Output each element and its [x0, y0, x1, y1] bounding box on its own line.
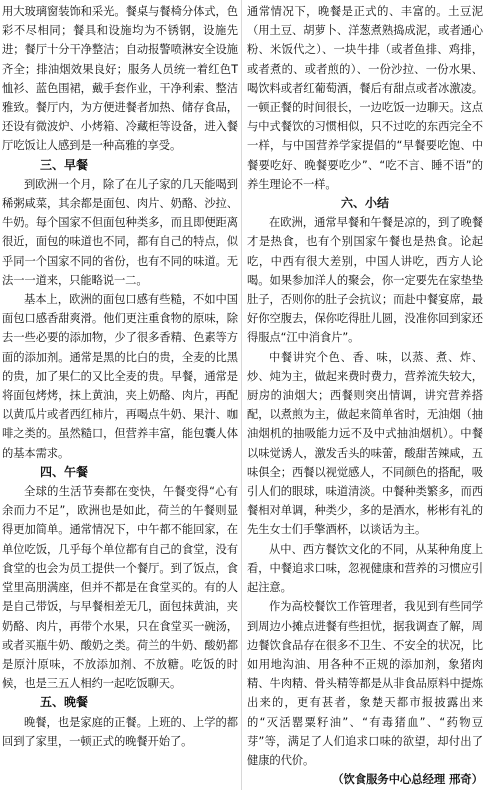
paragraph: 基本上，欧洲的面包口感有些糙，不如中国面包口感香甜爽滑。他们更注重食物的原味，除去一些必要的添加物，少了很多香精、色素等方面的添加剂。通常是黑的比白的贵，全麦的比黑的贵，加了果仁的又比全麦的贵。早餐，通常是将面包烤烤，抹上黄油，夹上奶酪、肉片，再配以黄瓜片或者西红柿片，再喝点牛奶、果汁、咖啡之类的。虽然糙口，但营养丰富，能包囊人体的基本需求。: [2, 293, 238, 460]
paragraph: 通常情况下，晚餐是正式的、丰富的。土豆泥（用土豆、胡萝卜、洋葱煮熟捣成泥，或者通心粉、米饭代之）、一块牛排（或者鱼排、鸡排，或者煮的、或者煎的）、一份沙拉、一份水果、喝饮料或者红葡萄酒，餐后有甜点或者冰激凌。一顿正餐的时间很长，一边吃饭一边聊天。这点与中式餐饮的习惯相似，只不过吃的东西完全不一样，与中国营养学家提倡的“早餐要吃饱、中餐要吃好、晚餐要吃少”、“吃不言、睡不语”的养生理论不一样。: [247, 5, 483, 191]
paragraph: 到欧洲一个月，除了在儿子家的几天能喝到稀粥咸菜，其余都是面包、肉片、奶酪、沙拉、牛奶。每个国家不但面包种类多，而且即便距离很近，面包的味道也不同，都有自己的特点，似乎同一个国家不同的省份，也有不同的味道。无法一一道来，只能略说一二。: [2, 177, 238, 287]
paragraph: 用大玻璃窗装饰和采光。餐桌与餐椅分体式，色彩不尽相同；餐具和设施均为不锈钢，设施先进；餐厅十分干净整洁；自动报警喷淋安全设施齐全；排油烟效果良好；服务人员统一着红色T恤衫、蓝色围裙，戴手套作业，干净利索、整洁雅致。餐厅内，为方便进餐者加热、储存食品，还设有微波炉、小烤箱、冷藏柜等设备，进入餐厅吃饭让人感到是一种高雅的享受。: [2, 5, 238, 153]
paragraph: 中餐讲究个色、香、味，以蒸、煮、炸、炒、炖为主，做起来费时费力，营养流失较大，厨房的油烟大；西餐则突出情调，讲究营养搭配，以煮煎为主，做起来简单省时，无油烟（抽油烟机的抽吸能力远不及中式抽油烟机）。中餐以味觉诱人，激发舌头的味蕾，酸甜苦辣咸，五味俱全；西餐以视觉感人，不同颜色的搭配，吸引人们的眼球，味道清淡。中餐种类繁多，而西餐相对单调，种类少，多的是酒水，彬彬有礼的先生女士们手擎酒杯，以谈话为主。: [247, 350, 483, 537]
section-heading: 五、晚餐: [40, 695, 89, 710]
left-column: [2, 2, 238, 788]
paragraph: 从中、西方餐饮文化的不同，从某种角度上看，中餐追求口味，忽视健康和营养的习惯应引起注意。: [247, 542, 483, 595]
paragraph: 作为高校餐饮工作管理者，我见到有些同学到周边小摊点进餐有些担忧，据我调查了解，周边餐饮食品存在很多不卫生、不安全的状况，比如用地沟油、用各种不正规的添加剂，象猪肉精、牛肉精、骨头精等都是从非食品原料中提炼出来的，更有甚者，象楚天都市报披露出来的“灭活罂粟籽油”、“有毒猪血”、“药物豆芽”等，满足了人们追求口味的欲望，却付出了健康的代价。: [247, 600, 483, 767]
paragraph: 晚餐，也是家庭的正餐。上班的、上学的都回到了家里，一顿正式的晚餐开始了。: [2, 715, 238, 748]
paragraph: 在欧洲，通常早餐和午餐是凉的，到了晚餐才是热食，也有个别国家午餐也是热食。论起吃，中西有很大差别，中国人讲吃，西方人论喝。如果参加洋人的聚会，你一定要先在家垫垫肚子，否则你的肚子会抗议；而赴中餐宴席，最好你空腹去，保你吃得肚儿圆，没准你回到家还得服点“江中消食片”。: [247, 216, 483, 345]
paragraph: 全球的生活节奏都在变快，午餐变得“心有余而力不足”，欧洲也是如此，荷兰的午餐则显得更加简单。通常情况下，中午都不能回家，在单位吃饭，几乎每个单位都有自己的食堂，没有食堂的也会为员工提供一个餐厅。到了饭点，食堂里高朋满座，但并不都是在食堂买的。有的人是自己带饭，与早餐相差无几，面包抹黄油，夹奶酪、肉片，再带个水果，只在食堂买一碗汤，或者买瓶牛奶、酸奶之类。荷兰的牛奶、酸奶都是原汁原味，不放添加剂、不放糖。吃饭的时候，也是三五人相约一起吃饭聊天。: [2, 485, 238, 691]
right-column: [247, 2, 483, 788]
column-divider: [241, 0, 242, 790]
section-heading: 三、早餐: [40, 157, 89, 172]
section-heading: 六、小结: [340, 196, 389, 211]
author-byline: （饮食服务中心总经理 邢奇）: [332, 773, 483, 787]
section-heading: 四、午餐: [40, 464, 89, 479]
